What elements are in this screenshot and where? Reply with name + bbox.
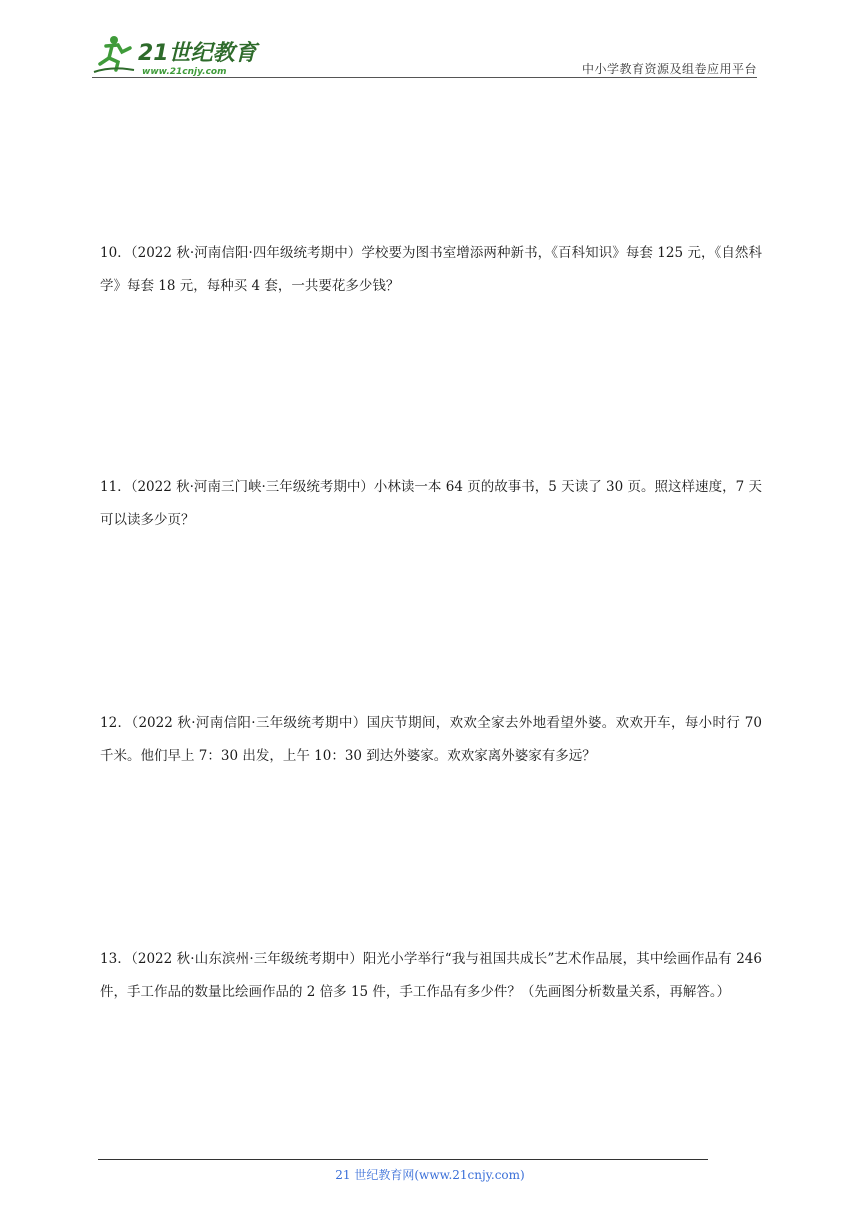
- runner-icon: [94, 36, 134, 72]
- logo: [92, 34, 262, 78]
- footer-link[interactable]: 21 世纪教育网(www.21cnjy.com): [335, 1168, 525, 1182]
- page-header: [0, 0, 860, 80]
- platform-name: 中小学教育资源及组卷应用平台: [581, 62, 757, 76]
- question-12: 12．（2022 秋·河南信阳·三年级统考期中）国庆节期间，欢欢全家去外地看望外婆。欢欢开车，每小时行 70 千米。他们早上 7：30 出发，上午 10：30 到达外婆家。欢欢家离外婆家有多远？: [100, 715, 762, 764]
- header-divider: [92, 77, 757, 78]
- question-13: 13．（2022 秋·山东滨州·三年级统考期中）阳光小学举行“我与祖国共成长”艺术作品展，其中绘画作品有 246 件，手工作品的数量比绘画作品的 2 倍多 15 件，手工作品有多少件？（先画图分析数量关系，再解答。）: [100, 951, 762, 1000]
- logo-url: www.21cnjy.com: [142, 67, 227, 77]
- logo-title: 21世纪教育: [138, 41, 257, 66]
- question-10: 10．（2022 秋·河南信阳·四年级统考期中）学校要为图书室增添两种新书，《百科知识》每套 125 元，《自然科学》每套 18 元，每种买 4 套，一共要花多少钱？: [100, 245, 762, 294]
- question-11: 11．（2022 秋·河南三门峡·三年级统考期中）小林读一本 64 页的故事书，5 天读了 30 页。照这样速度，7 天可以读多少页？: [100, 479, 762, 528]
- footer-divider: [98, 1159, 708, 1160]
